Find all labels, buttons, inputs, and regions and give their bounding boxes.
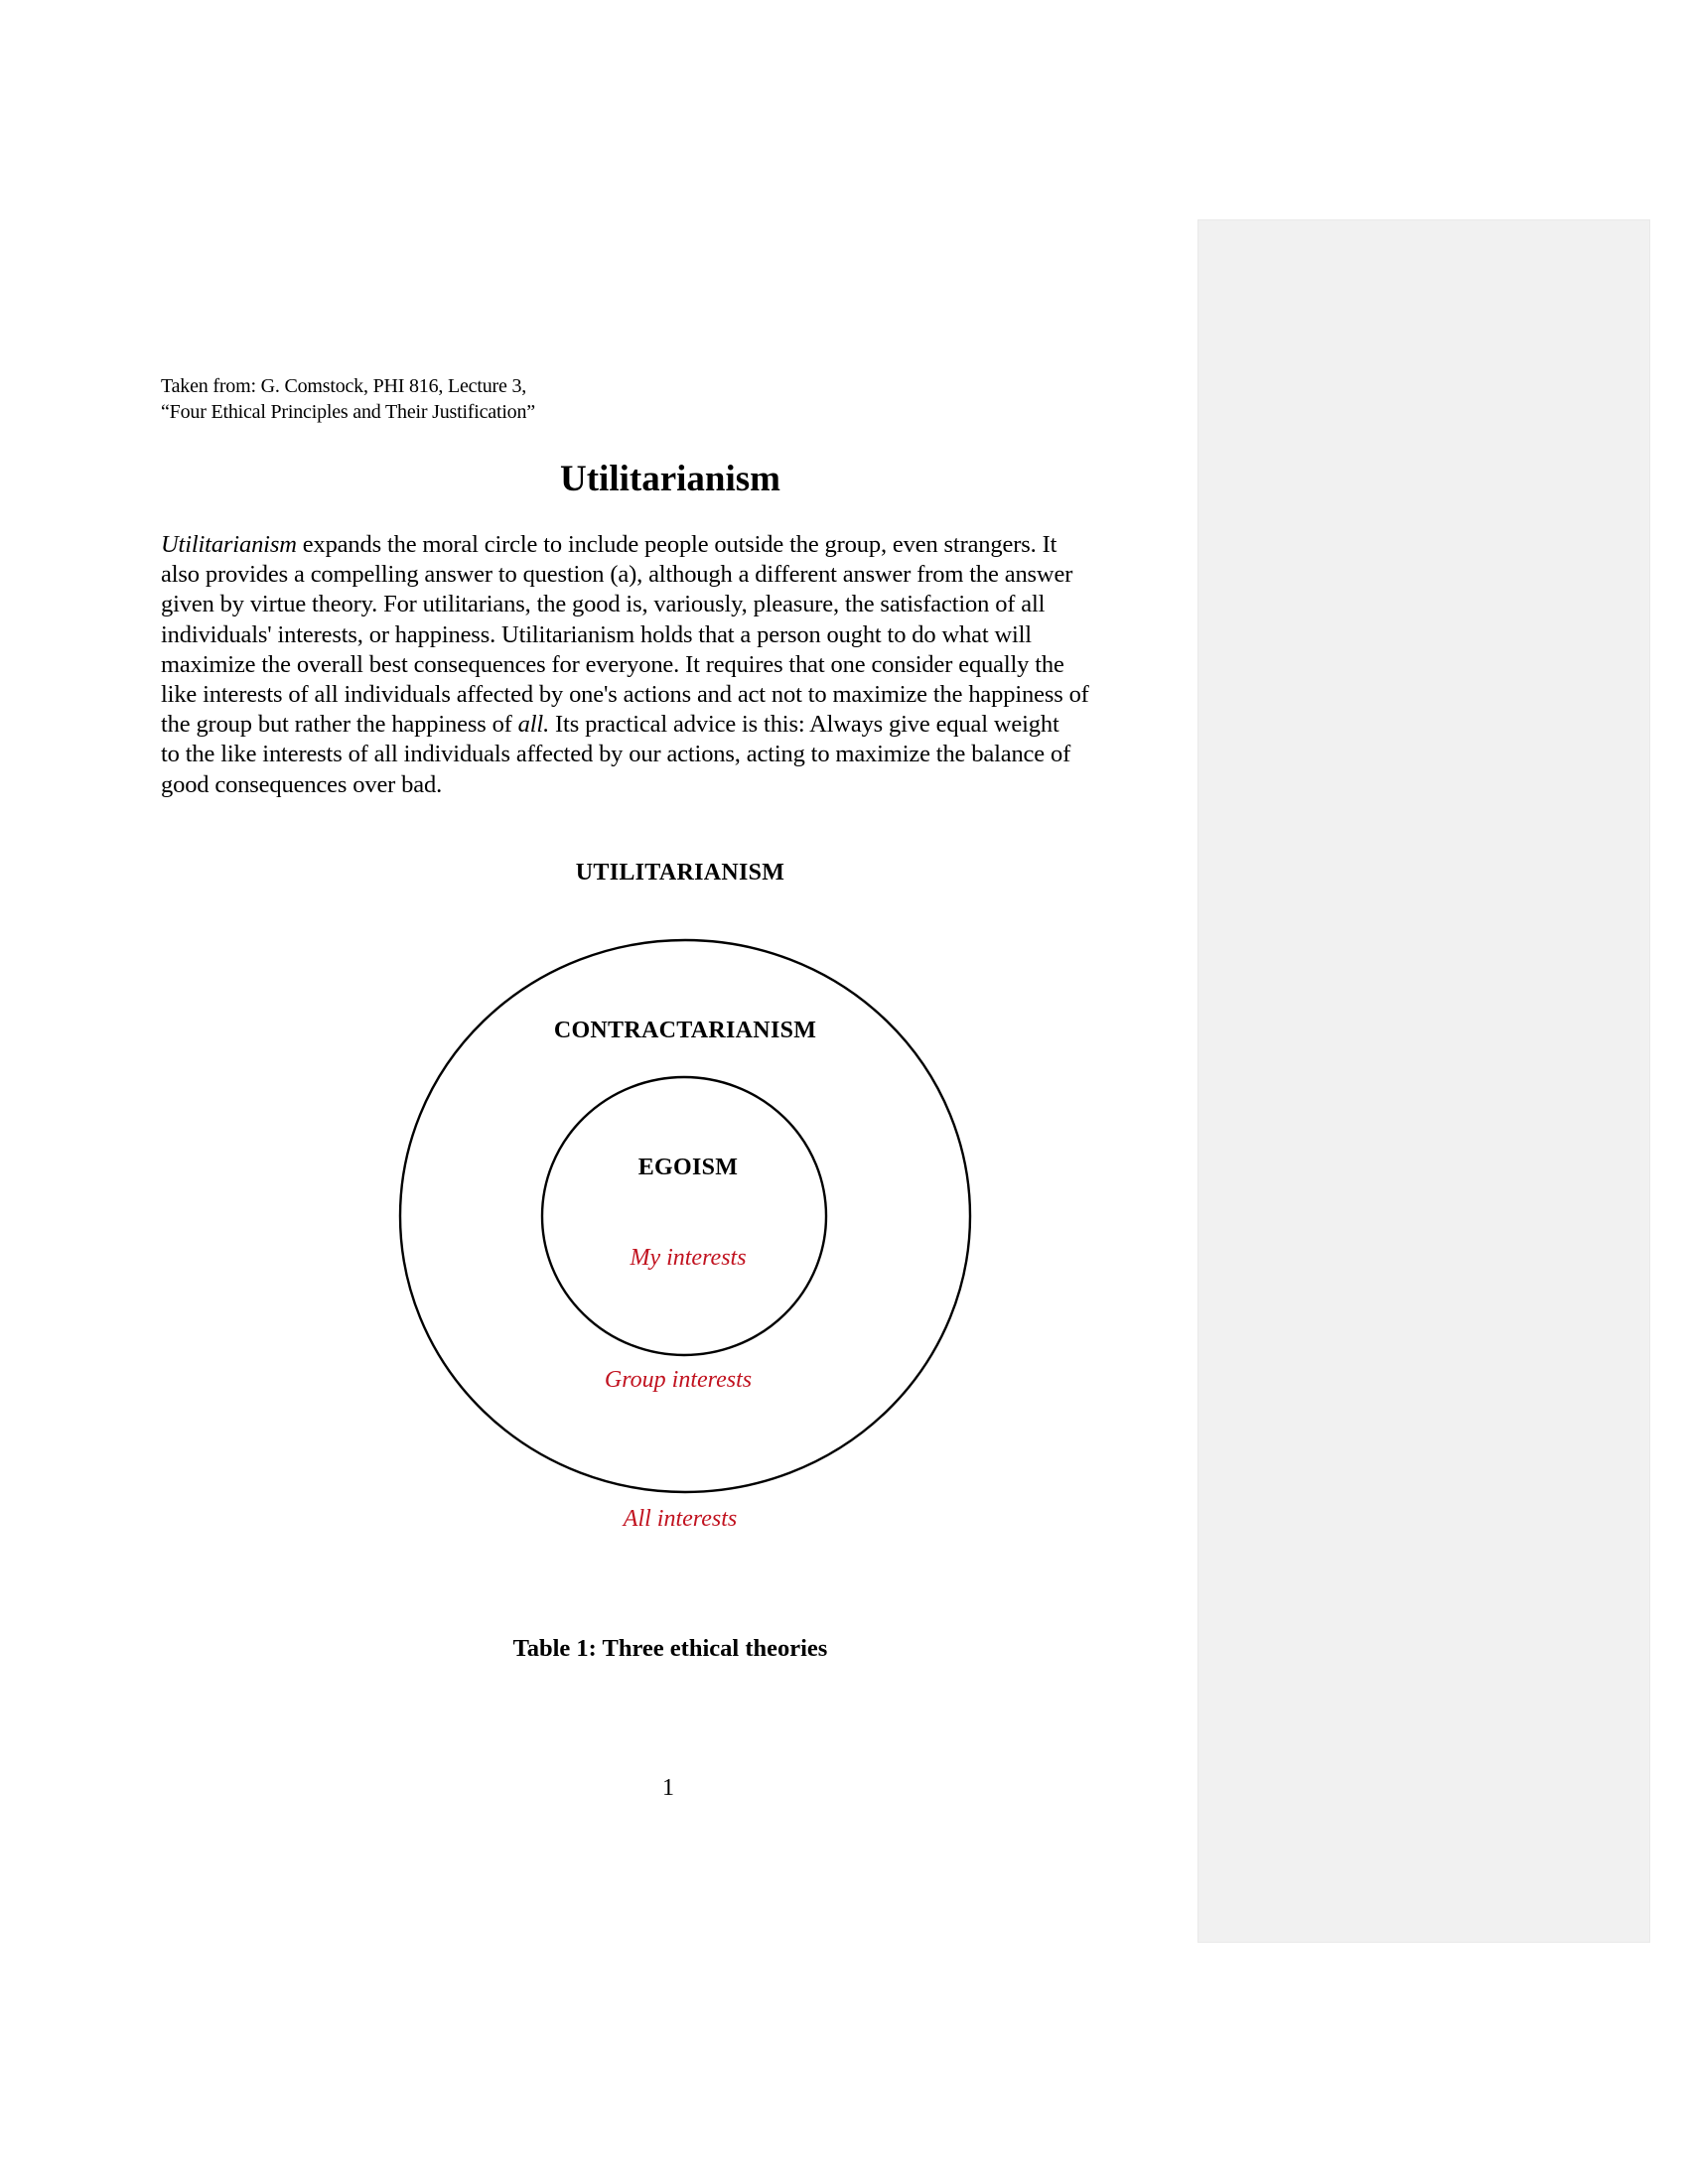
paragraph-line: also provides a compelling answer to question (a), although a different answer from the answer <box>161 561 1073 589</box>
diagram-inner-label: EGOISM <box>637 1155 739 1180</box>
all-interests-label: All interests <box>623 1506 738 1532</box>
paragraph-line: Utilitarianism expands the moral circle to include people outside the group, even strangers. It <box>161 531 1057 558</box>
paragraph-line: good consequences over bad. <box>161 770 443 798</box>
source-line-2: “Four Ethical Principles and Their Justification” <box>161 401 535 423</box>
page-title: Utilitarianism <box>560 459 780 499</box>
paragraph-line: individuals' interests, or happiness. Utilitarianism holds that a person ought to do what will <box>161 620 1032 648</box>
table-caption: Table 1: Three ethical theories <box>512 1635 828 1662</box>
inner-circle <box>542 1077 826 1355</box>
paragraph-line: like interests of all individuals affected by one's actions and act not to maximize the happiness of <box>161 681 1089 709</box>
paragraph-line: given by virtue theory. For utilitarians, the good is, variously, pleasure, the satisfaction of all <box>161 591 1046 618</box>
diagram-outer-label: UTILITARIANISM <box>575 860 785 886</box>
paragraph-line: to the like interests of all individuals affected by our actions, acting to maximize the balance of <box>161 741 1071 768</box>
diagram-middle-label: CONTRACTARIANISM <box>553 1018 817 1043</box>
italic-emphasis: all. <box>517 711 550 739</box>
page-number: 1 <box>662 1775 674 1801</box>
paragraph-line: maximize the overall best consequences for everyone. It requires that one consider equally the <box>161 650 1064 678</box>
italic-term: Utilitarianism <box>161 531 297 558</box>
paragraph-line: the group but rather the happiness of all. Its practical advice is this: Always give equal weight <box>161 711 1059 739</box>
source-line-1: Taken from: G. Comstock, PHI 816, Lecture 3, <box>161 375 527 397</box>
group-interests-label: Group interests <box>604 1367 753 1393</box>
my-interests-label: My interests <box>630 1245 747 1271</box>
